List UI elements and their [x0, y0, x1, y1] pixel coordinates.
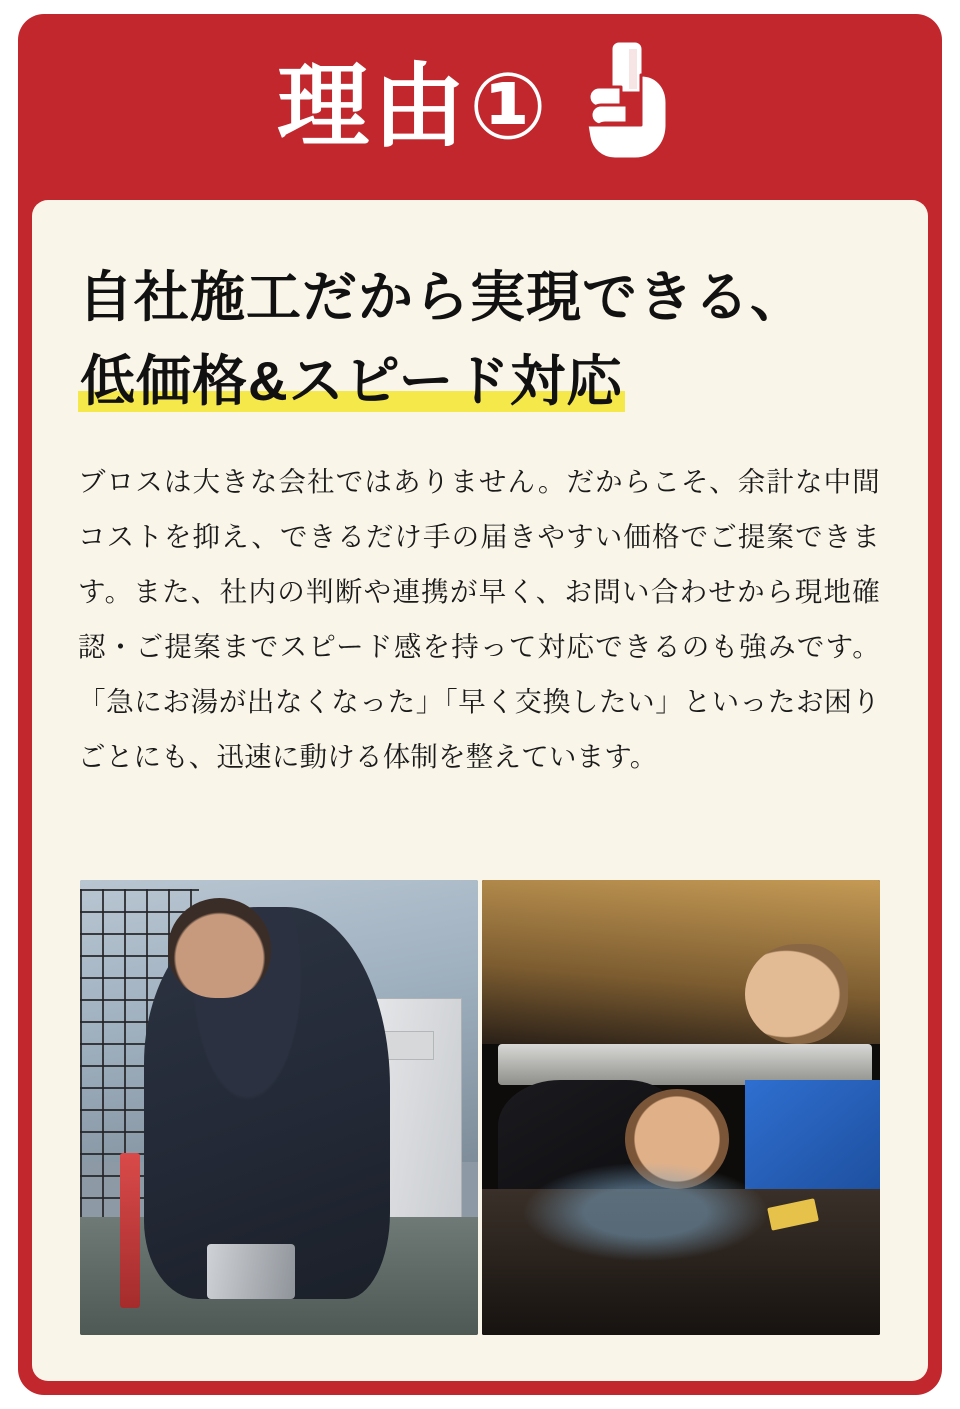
body-paragraph: ブロスは大きな会社ではありません。だからこそ、余計な中間コストを抑え、できるだけ手の届きやすい価格でご提案できます。また、社内の判断や連携が早く、お問い合わせから現地確認・ご提案までスピード感を持って対応できるのも強みです。「急にお湯が出なくなった」「早く交換したい」といったお困りごとにも、迅速に動ける体制を整えています。 — [78, 466, 880, 773]
photo-duct-pipe — [498, 1044, 872, 1085]
photo-red-hose — [120, 1153, 140, 1308]
page-title — [32, 258, 928, 420]
pointing-hand-icon — [565, 35, 683, 167]
photo-technician-outdoor — [80, 880, 478, 1335]
photo-power-tool — [207, 1244, 295, 1299]
reason-card — [18, 14, 942, 1395]
photo-worker-hand — [745, 944, 848, 1044]
photo-technician-underfloor — [482, 880, 880, 1335]
card-header — [18, 14, 942, 200]
headline-line-2 — [78, 342, 882, 420]
headline-highlight: 低価格&スピード対応 — [80, 350, 623, 413]
photo-gallery — [80, 880, 880, 1335]
photo-worker-head — [168, 898, 271, 998]
header-title: 理由① — [277, 56, 551, 158]
content-panel — [32, 200, 928, 1381]
headline-line-1: 自社施工だから実現できる、 — [78, 266, 807, 328]
photo-light-glow — [522, 1162, 769, 1262]
